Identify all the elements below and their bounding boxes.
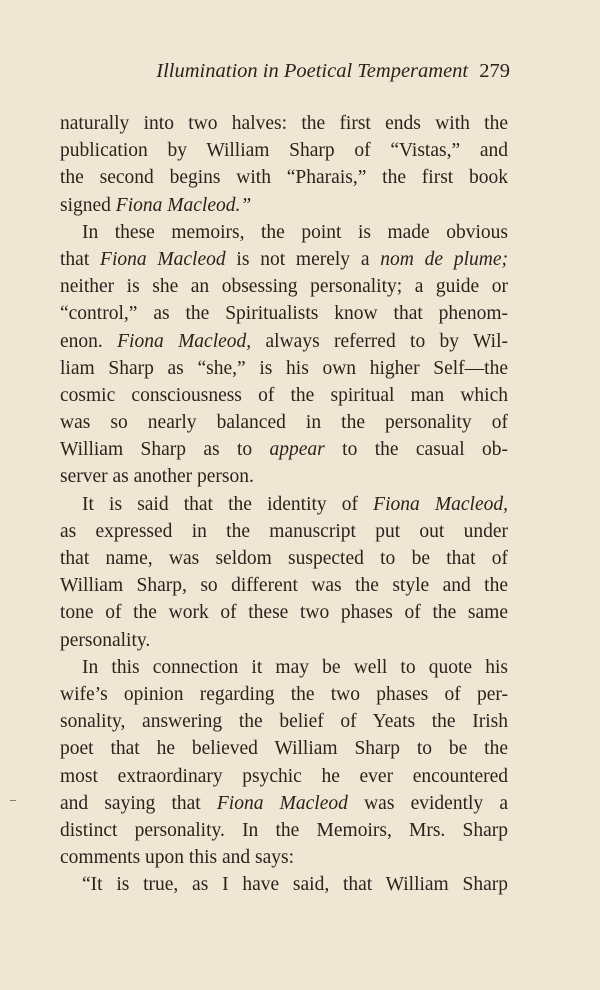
margin-mark [10,800,16,801]
text-segment: wife’s opinion regarding the two phases of per- [60,683,508,705]
text-line [60,328,508,355]
italic-text: Fiona Macleod [216,792,348,814]
italic-text: Fiona Macleod, [117,330,252,352]
text-segment: William Sharp, so different was the style and the [60,575,508,597]
running-title: Illumination in Poetical Temperament [156,60,469,82]
text-segment: William Sharp as to [60,439,270,461]
text-line [60,735,508,762]
text-segment: and saying that [60,792,217,814]
text-segment: “control,” as the Spiritualists know that phenom- [60,303,508,325]
text-segment: distinct personality. In the Memoirs, Mrs. Sharp [60,819,508,841]
text-line [60,763,508,790]
text-line [60,681,508,708]
text-segment: sonality, answering the belief of Yeats the Irish [60,711,508,733]
text-segment: cosmic consciousness of the spiritual man which [60,384,508,406]
text-segment: liam Sharp as “she,” is his own higher Self—the [60,357,508,379]
text-segment: the second begins with “Pharais,” the first book [60,167,508,189]
text-segment: In this connection it may be well to quote his [82,656,508,678]
text-segment: tone of the work of these two phases of the same [60,602,508,624]
text-line [60,355,508,382]
text-segment: poet that he believed William Sharp to be the [60,738,508,760]
text-line [60,192,508,219]
text-segment: comments upon this and says: [60,847,294,869]
text-line [60,246,508,273]
text-line [60,409,508,436]
text-segment: enon. [60,330,118,352]
text-line [60,871,508,898]
text-segment: as expressed in the manuscript put out under [60,520,508,542]
running-header [60,60,510,83]
text-segment: neither is she an obsessing personality; a guide or [60,276,508,298]
text-segment: naturally into two halves: the first ends with the [60,113,508,134]
text-segment: In these memoirs, the point is made obvious [82,221,508,243]
text-line [60,545,508,572]
text-line [60,382,508,409]
text-line [60,817,508,844]
text-line [60,627,508,654]
text-segment: that [60,248,101,270]
text-segment: personality. [60,629,151,651]
text-line [60,790,508,817]
italic-text: Fiona Macleod [100,248,226,270]
text-line [60,110,508,137]
italic-text: appear [269,439,325,461]
text-segment: to the casual ob- [324,439,508,461]
text-segment: that name, was seldom suspected to be that of [60,548,508,569]
text-line [60,572,508,599]
text-line [60,654,508,681]
text-line [60,708,508,735]
text-line [60,463,508,490]
text-segment: was so nearly balanced in the personality of [60,412,508,434]
text-segment: always referred to by Wil- [251,330,509,352]
body-text [60,110,508,898]
text-line [60,300,508,327]
italic-text: Fiona Macleod.” [115,194,252,216]
text-segment: is not merely a [225,248,381,270]
italic-text: nom de plume; [380,248,508,270]
text-segment: most extraordinary psychic he ever encountered [60,765,508,787]
text-line [60,273,508,300]
page-number: 279 [479,60,510,82]
text-line [60,844,508,871]
text-line [60,137,508,164]
text-segment: It is said that the identity of [82,493,374,515]
text-segment: publication by William Sharp of “Vistas,” and [60,140,508,162]
text-line [60,599,508,626]
text-segment: was evidently a [347,792,509,814]
italic-text: Fiona Macleod, [373,493,508,515]
text-line [60,219,508,246]
text-segment: server as another person. [60,466,254,488]
text-line [60,518,508,545]
text-line [60,436,508,463]
text-line [60,491,508,518]
text-segment: “It is true, as I have said, that William Sharp [82,874,508,896]
text-line [60,164,508,191]
text-segment: signed [60,194,116,216]
